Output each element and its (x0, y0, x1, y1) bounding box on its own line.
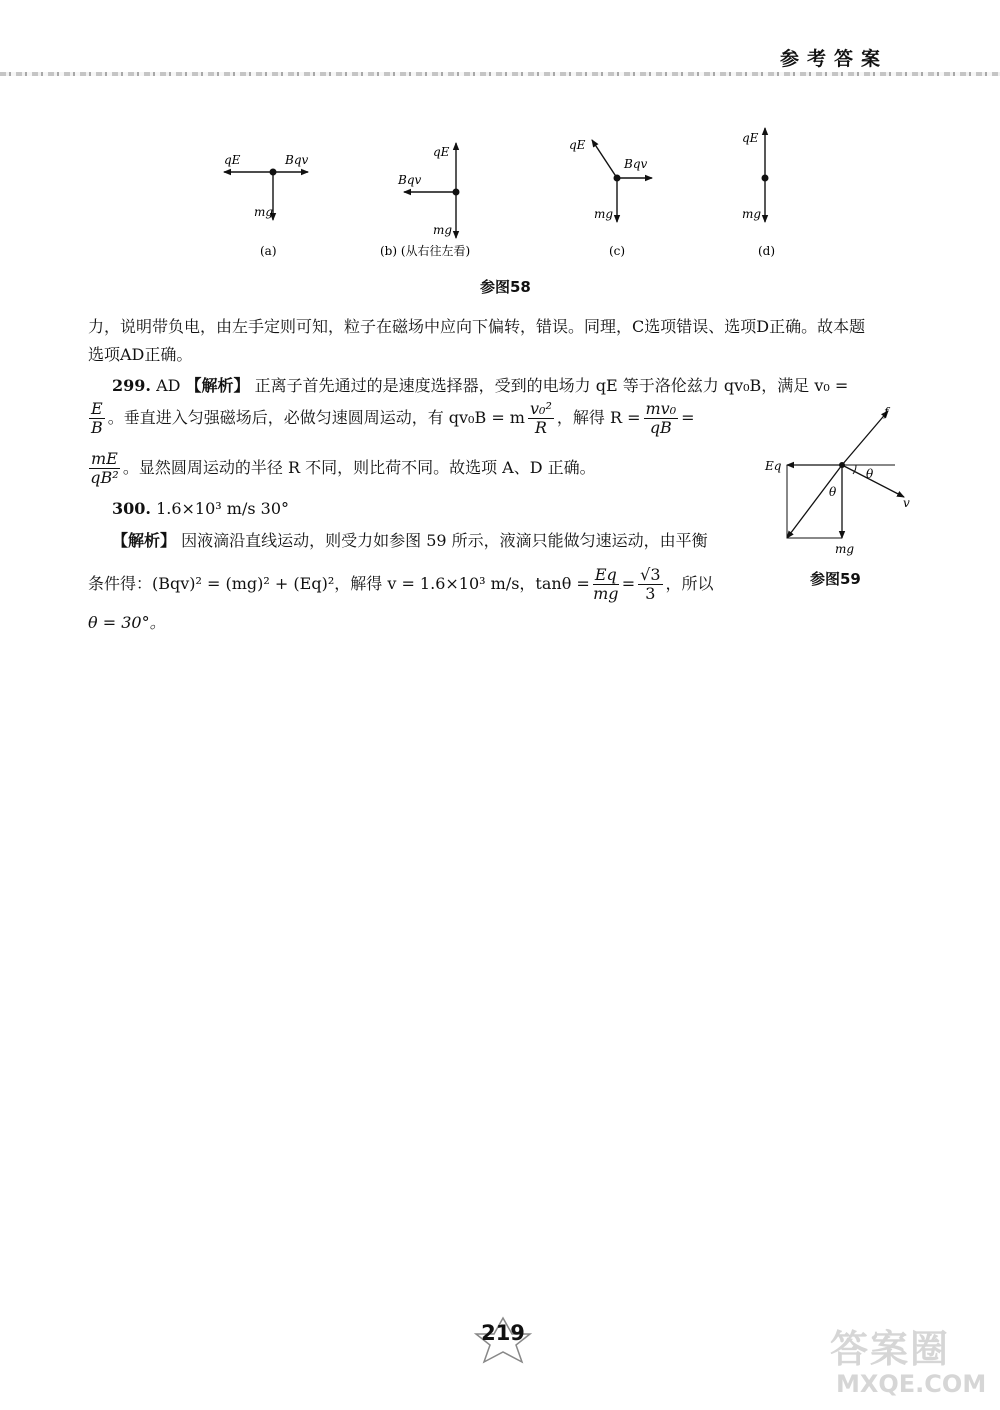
fraction-Eq-over-mg: $\frac{Eq}{mg}$ (593, 565, 619, 603)
droplet-dot (839, 462, 845, 468)
analysis-tag: 【解析】 (185, 376, 250, 395)
label-Bqv: Bqv (398, 173, 422, 187)
subfigure-label-d: (d) (758, 244, 776, 258)
fraction-mv0-over-qB: $\frac{\text{mv₀}}{qB}$ (645, 399, 677, 437)
text-segment: ，所以 (665, 574, 714, 593)
fraction-E-over-B: $\frac{E}{B}$ (90, 399, 103, 437)
label-mg: mg (433, 223, 453, 237)
label-Bqv: Bqv (624, 157, 648, 171)
analysis-text: 因液滴沿直线运动，则受力如参图 59 所示，液滴只能做匀速运动，由平衡 (181, 531, 708, 550)
text-segment: = (681, 408, 695, 427)
text-segment: 。显然圆周运动的半径 R 不同，则比荷不同。故选项 A、D 正确。 (122, 458, 596, 477)
running-header-title: 参考答案 (779, 48, 888, 70)
label-mg: mg (254, 205, 274, 219)
page-number: 219 (481, 1321, 525, 1345)
answer: AD (156, 376, 181, 395)
analysis-text: 正离子首先通过的是速度选择器，受到的电场力 qE 等于洛伦兹力 qv₀B，满足 v₀ = (254, 376, 849, 395)
figure-59-diagram (0, 0, 1000, 600)
q300-line-4: θ = 30°。 (88, 613, 166, 632)
fraction-v0sq-over-R: $\frac{\text{v₀²}}{R}$ (529, 399, 552, 437)
label-theta-2: θ (829, 485, 837, 499)
figure-59-caption: 参图59 (810, 570, 861, 588)
label-mg: mg (835, 542, 855, 556)
continuation-line-2: 选项AD正确。 (88, 345, 193, 364)
label-Eq: Eq (765, 459, 782, 473)
text-segment: = (621, 574, 636, 593)
figure-58-caption: 参图58 (480, 278, 531, 296)
arrow-resultant (787, 465, 842, 538)
subfigure-label-c: (c) (609, 244, 626, 258)
text-segment: 条件得：(Bqv)² = (mg)² + (Eq)²，解得 v = 1.6×10³ m/s，tanθ = (88, 574, 590, 593)
label-qE: qE (224, 153, 241, 167)
label-qE: qE (569, 138, 586, 152)
label-v: v (903, 496, 910, 510)
analysis-tag: 【解析】 (112, 531, 177, 550)
subfigure-label-b: (b) (从右往左看) (380, 244, 471, 258)
fraction-mE-over-qB2: $\frac{mE}{\text{qB²}}$ (90, 449, 119, 487)
label-qE: qE (433, 145, 450, 159)
text-segment: 。垂直进入匀强磁场后，必做匀速圆周运动，有 qv₀B = m (107, 408, 525, 427)
continuation-line-1: 力，说明带负电，由左手定则可知，粒子在磁场中应向下偏转，错误。同理，C选项错误、选项D正确。故本题 (88, 317, 866, 336)
arrow-f (842, 411, 888, 465)
question-number: 299. (112, 376, 151, 395)
label-Bqv: Bqv (285, 153, 309, 167)
label-f: f (884, 405, 889, 419)
question-number: 300. (112, 499, 151, 518)
watermark-url: MXQE.COM (836, 1370, 987, 1398)
watermark-logo: 答案圈 (830, 1327, 951, 1371)
label-mg: mg (742, 207, 762, 221)
fraction-sqrt3-over-3: $\frac{√3}{3}$ (640, 565, 661, 603)
label-theta-1: θ (866, 467, 874, 481)
label-qE: qE (742, 131, 759, 145)
label-mg: mg (594, 207, 614, 221)
subfigure-label-a: (a) (260, 244, 277, 258)
text-segment: ，解得 R = (556, 408, 641, 427)
answer: 1.6×10³ m/s 30° (156, 499, 289, 518)
